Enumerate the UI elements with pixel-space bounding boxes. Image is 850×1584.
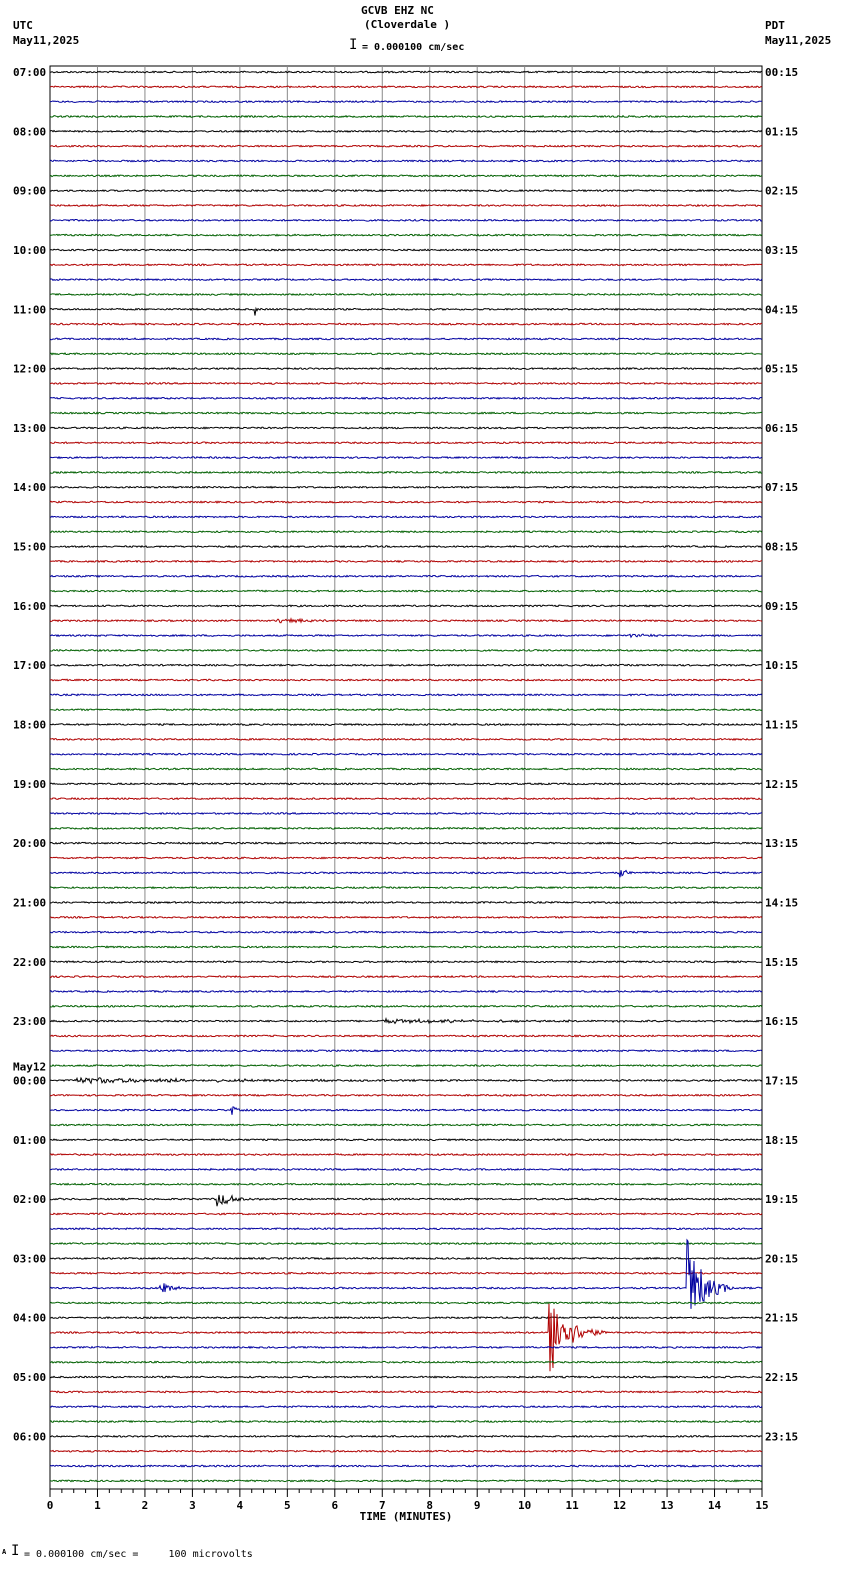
seismic-trace [50,605,762,607]
pdt-hour-label: 12:15 [765,777,799,791]
x-tick-label: 7 [378,1499,386,1512]
seismic-trace [50,1095,762,1097]
date-change-label: May12 [13,1060,47,1074]
seismic-trace [50,294,762,296]
utc-hour-label: 20:00 [13,837,47,851]
seismic-trace [50,561,762,563]
pdt-hour-label: 22:15 [765,1371,799,1385]
seismic-trace [50,1361,762,1363]
seismic-trace [50,931,762,933]
seismic-trace [50,870,762,877]
seismic-trace [50,486,762,488]
seismic-trace [50,427,762,429]
seismic-trace [50,634,762,637]
seismic-trace [50,902,762,904]
seismic-trace [50,1228,762,1230]
seismic-trace [50,1154,762,1156]
x-tick-label: 10 [518,1499,532,1512]
utc-hour-label: 22:00 [13,955,47,969]
utc-hour-label: 19:00 [13,777,47,791]
left-timezone: UTC [13,19,33,32]
x-tick-label: 2 [141,1499,149,1512]
utc-hour-label: 01:00 [13,1133,47,1147]
utc-hour-label: 07:00 [13,66,47,79]
seismic-trace [50,353,762,355]
x-tick-label: 0 [46,1499,54,1512]
pdt-hour-label: 11:15 [765,718,799,732]
utc-hour-label: 16:00 [13,599,47,613]
seismic-trace [50,383,762,385]
seismic-trace [50,1391,762,1393]
utc-hour-label: 08:00 [13,125,47,139]
x-tick-label: 5 [284,1499,291,1512]
seismic-trace [50,1184,762,1186]
pdt-hour-label: 06:15 [765,421,799,435]
seismic-trace [50,590,762,592]
footer-scale-bar-icon: I [11,1543,20,1559]
x-tick-label: 13 [660,1499,674,1512]
seismic-trace [50,828,762,830]
seismic-trace [50,101,762,103]
seismic-trace [50,664,762,666]
seismic-trace [50,1213,762,1215]
pdt-hour-label: 21:15 [765,1311,799,1325]
left-date: May11,2025 [13,34,80,47]
seismic-trace [50,783,762,785]
utc-hour-label: 09:00 [13,184,47,198]
seismic-trace [50,946,762,948]
pdt-hour-label: 05:15 [765,362,799,376]
seismic-trace [50,1107,762,1115]
seismic-trace [50,798,762,800]
pdt-hour-label: 03:15 [765,243,799,257]
seismic-trace [50,1465,762,1467]
utc-hour-label: 13:00 [13,421,47,435]
seismic-trace [50,234,762,236]
seismic-trace [50,1050,762,1052]
pdt-hour-label: 08:15 [765,540,799,554]
seismic-trace [50,516,762,518]
pdt-hour-label: 10:15 [765,659,799,673]
seismic-trace [50,768,762,770]
seismic-trace [50,249,762,251]
scale-bar-icon: I [349,37,358,53]
seismic-trace [50,1124,762,1126]
station-title: GCVB EHZ NC [361,4,434,17]
utc-hour-label: 02:00 [13,1193,47,1207]
utc-hour-label: 06:00 [13,1430,47,1444]
seismic-trace [50,531,762,533]
seismic-trace [50,1406,762,1408]
x-tick-label: 6 [331,1499,339,1512]
seismic-trace [50,220,762,222]
seismic-trace [50,205,762,207]
seismic-trace [50,1480,762,1482]
pdt-hour-label: 09:15 [765,599,799,613]
seismic-trace [50,694,762,696]
seismic-trace [50,457,762,459]
x-tick-label: 9 [473,1499,481,1512]
pdt-hour-label: 16:15 [765,1015,799,1029]
x-tick-label: 8 [426,1499,434,1512]
seismic-trace [50,887,762,889]
seismic-trace [50,961,762,963]
seismic-trace [50,575,762,577]
seismic-trace [50,323,762,325]
seismic-trace [50,857,762,859]
seismic-trace [50,753,762,755]
seismic-trace [50,1195,762,1206]
footer-scale-note: = 0.000100 cm/sec = 100 microvolts [24,1549,253,1560]
pdt-hour-label: 14:15 [765,896,799,910]
utc-hour-label: 05:00 [13,1371,47,1385]
x-tick-label: 1 [94,1499,101,1512]
right-date: May11,2025 [765,34,832,47]
utc-hour-label: 12:00 [13,362,47,376]
seismic-trace [50,546,762,548]
seismic-trace [50,501,762,503]
pdt-hour-label: 04:15 [765,303,799,317]
seismic-trace [50,442,762,444]
pdt-hour-label: 07:15 [765,481,799,495]
seismic-trace [50,1006,762,1008]
seismic-trace [50,619,762,623]
seismic-trace [50,650,762,652]
x-tick-label: 3 [189,1499,196,1512]
pdt-hour-label: 17:15 [765,1074,799,1088]
seismic-trace [50,145,762,147]
pdt-hour-label: 02:15 [765,184,799,198]
pdt-hour-label: 20:15 [765,1252,799,1266]
seismic-trace [50,175,762,177]
pdt-hour-label: 18:15 [765,1133,799,1147]
seismic-trace [50,190,762,192]
pdt-hour-label: 01:15 [765,125,799,139]
seismic-trace [50,724,762,726]
seismic-trace [50,160,762,162]
location-title: (Cloverdale ) [364,18,451,31]
pdt-hour-label: 13:15 [765,837,799,851]
seismic-trace [50,976,762,978]
seismic-trace [50,1243,762,1245]
seismic-trace [50,1078,762,1083]
utc-hour-label: 23:00 [13,1015,47,1029]
seismic-trace [50,412,762,414]
seismic-trace [50,1436,762,1438]
seismic-trace [50,368,762,370]
seismic-trace [50,1065,762,1067]
footer-marker: A [2,1548,7,1556]
right-timezone: PDT [765,19,785,32]
seismic-trace [50,679,762,681]
seismic-trace [50,739,762,741]
seismic-trace [50,991,762,993]
utc-hour-label: 17:00 [13,659,47,673]
seismic-trace [50,1376,762,1378]
seismic-trace [50,86,762,88]
seismic-trace [50,1450,762,1452]
seismic-trace [50,472,762,474]
seismic-trace [50,309,762,316]
seismic-trace [50,1317,762,1319]
seismic-trace [50,1258,762,1260]
seismic-trace [50,131,762,133]
seismic-trace [50,842,762,844]
seismic-trace [50,1035,762,1037]
x-tick-label: 14 [707,1499,722,1512]
seismic-trace [50,813,762,815]
seismic-trace [50,1139,762,1141]
seismic-trace [50,116,762,118]
seismic-trace [50,1347,762,1349]
pdt-hour-label: 19:15 [765,1193,799,1207]
utc-hour-label: 11:00 [13,303,47,317]
seismic-trace [50,279,762,281]
utc-hour-label: 18:00 [13,718,47,732]
seismic-trace [50,1272,762,1274]
x-tick-label: 12 [612,1499,627,1512]
seismic-trace [50,264,762,266]
utc-hour-label: 14:00 [13,481,47,495]
seismic-trace [50,917,762,919]
seismic-trace [50,709,762,711]
pdt-hour-label: 15:15 [765,955,799,969]
seismic-trace [50,1019,762,1024]
utc-hour-label: 03:00 [13,1252,47,1266]
x-tick-label: 15 [755,1499,769,1512]
pdt-hour-label: 23:15 [765,1430,799,1444]
x-tick-label: 11 [565,1499,579,1512]
x-axis-title: TIME (MINUTES) [359,1510,453,1523]
utc-hour-label: 00:00 [13,1074,47,1088]
seismic-trace [50,338,762,340]
utc-hour-label: 04:00 [13,1311,47,1325]
seismic-trace [50,1421,762,1423]
utc-hour-label: 10:00 [13,243,47,257]
utc-hour-label: 21:00 [13,896,47,910]
seismic-trace [50,71,762,73]
seismic-trace [50,1302,762,1304]
pdt-hour-label: 00:15 [765,66,799,79]
seismic-trace [50,398,762,400]
x-tick-label: 4 [236,1499,244,1512]
utc-hour-label: 15:00 [13,540,47,554]
seismic-trace [50,1169,762,1171]
scale-label: = 0.000100 cm/sec [362,42,465,53]
